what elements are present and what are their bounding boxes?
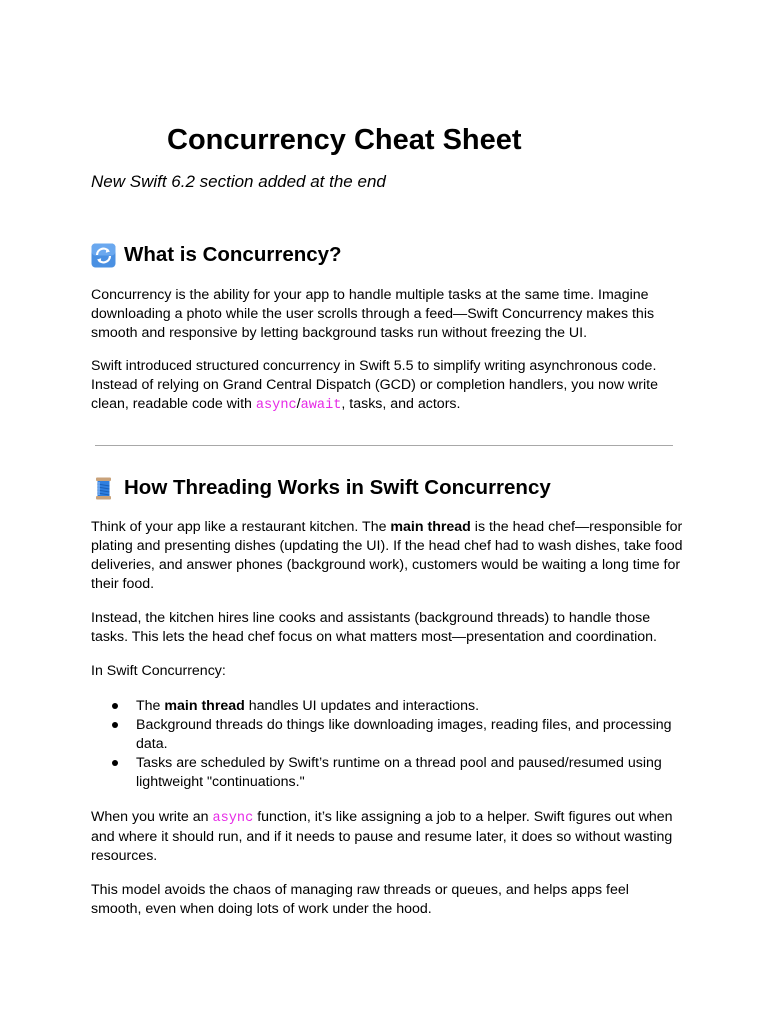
inline-code: async <box>212 811 254 826</box>
section-heading-text: What is Concurrency? <box>124 243 342 266</box>
list-item <box>91 697 683 716</box>
paragraph: In Swift Concurrency: <box>91 663 226 679</box>
arrows-counterclockwise-icon <box>91 243 116 268</box>
text: Think of your app like a restaurant kitchen. The <box>91 519 391 535</box>
paragraph <box>91 518 683 594</box>
paragraph: Instead, the kitchen hires line cooks and assistants (background threads) to handle those tasks. This lets the head chef focus on what matters most—presentation and coordination. <box>91 610 657 645</box>
paragraph <box>91 808 683 866</box>
section-heading-what-is-concurrency <box>91 241 342 269</box>
bullet-icon <box>112 703 118 709</box>
paragraph: This model avoids the chaos of managing raw threads or queues, and helps apps feel smooth, even when doing lots of work under the hood. <box>91 882 629 917</box>
text: handles UI updates and interactions. <box>244 698 480 714</box>
paragraph: Concurrency is the ability for your app to handle multiple tasks at the same time. Imagine downloading a photo while the user scrolls through a feed—Swift Concurrency makes this smooth and responsive by letting background tasks run without freezing the UI. <box>91 287 655 341</box>
bold-text: main thread <box>164 698 245 714</box>
text: Tasks are scheduled by Swift’s runtime on a thread pool and paused/resumed using lightweight "continuations." <box>136 755 662 790</box>
list-item <box>91 716 683 754</box>
thread-spool-icon <box>91 476 116 501</box>
text: The <box>136 698 165 714</box>
text: function, it’s like assigning a job to a helper. Swift figures out when and where it should run, and if it needs to pause and resume later, it does so without wasting resources. <box>91 809 673 864</box>
bold-text: main thread <box>390 519 471 535</box>
text: When you write an <box>91 809 213 825</box>
text: is the head chef—responsible for plating and presenting dishes (updating the UI). If the head chef had to wash dishes, take food deliveries, and answer phones (background work), customers would be waiting a long time for their food. <box>91 519 683 592</box>
inline-code: await <box>300 398 342 413</box>
bullet-icon <box>112 760 118 766</box>
section-heading-text: How Threading Works in Swift Concurrency <box>124 476 551 499</box>
page-subtitle: New Swift 6.2 section added at the end <box>91 172 386 191</box>
text: Background threads do things like downloading images, reading files, and processing data. <box>136 717 672 752</box>
bullet-list <box>91 697 683 792</box>
list-item <box>91 754 683 792</box>
text: / <box>296 396 301 412</box>
text: Swift introduced structured concurrency in Swift 5.5 to simplify writing asynchronous code. Instead of relying on Grand Central Dispatch (GCD) or completion handlers, you now write clean, readable code with <box>91 358 658 412</box>
page-title: Concurrency Cheat Sheet <box>167 124 522 156</box>
horizontal-divider <box>95 445 673 446</box>
section-heading-threading <box>91 474 551 502</box>
paragraph <box>91 357 683 415</box>
inline-code: async <box>255 398 297 413</box>
text: , tasks, and actors. <box>341 396 461 412</box>
bullet-icon <box>112 722 118 728</box>
